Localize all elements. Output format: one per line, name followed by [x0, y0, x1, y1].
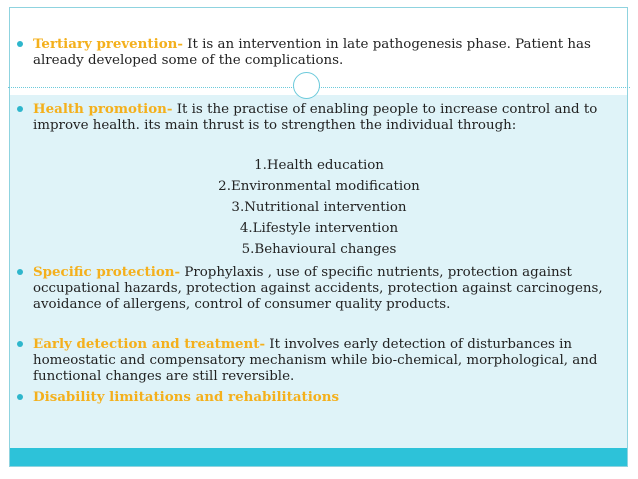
bullet-heading: Disability limitations and rehabilitations — [33, 389, 339, 405]
list-item-behavioural-changes: 5.Behavioural changes — [241, 242, 397, 257]
bullet-text: Prophylaxis , use of specific nutrients, protection against occupational hazards, protection against accidents, protection against carcinogens, avoidance of allergens, control of consumer quality products. — [33, 265, 603, 312]
bullet-early-detection — [15, 336, 605, 385]
bullet-heading: Tertiary prevention- — [33, 36, 183, 52]
bullet-text: It is an intervention in late pathogenesis phase. Patient has already developed some of the complications. — [33, 37, 591, 68]
list-item-health-education: 1.Health education — [254, 158, 384, 173]
bullet-heading: Health promotion- — [33, 101, 173, 117]
bullet-tertiary-prevention — [15, 36, 605, 69]
bullet-specific-protection — [15, 264, 605, 313]
bullet-text: It is the practise of enabling people to increase control and to improve health. its main thrust is to strengthen the individual through: — [33, 102, 598, 133]
divider-circle-ornament — [293, 72, 320, 99]
list-item-lifestyle-intervention: 4.Lifestyle intervention — [239, 221, 399, 236]
bullet-heading: Early detection and treatment- — [33, 336, 266, 352]
bullet-health-promotion — [15, 101, 605, 134]
bullet-heading: Specific protection- — [33, 264, 181, 280]
list-item-nutritional-intervention: 3.Nutritional intervention — [231, 200, 407, 215]
list-item-environmental-modification: 2.Environmental modification — [218, 179, 420, 194]
bullet-disability-limitations — [15, 389, 605, 406]
footer-bar — [10, 448, 627, 466]
bullet-text: It involves early detection of disturbances in homeostatic and compensatory mechanism while bio-chemical, morphological, and functional changes are still reversible. — [33, 337, 598, 384]
